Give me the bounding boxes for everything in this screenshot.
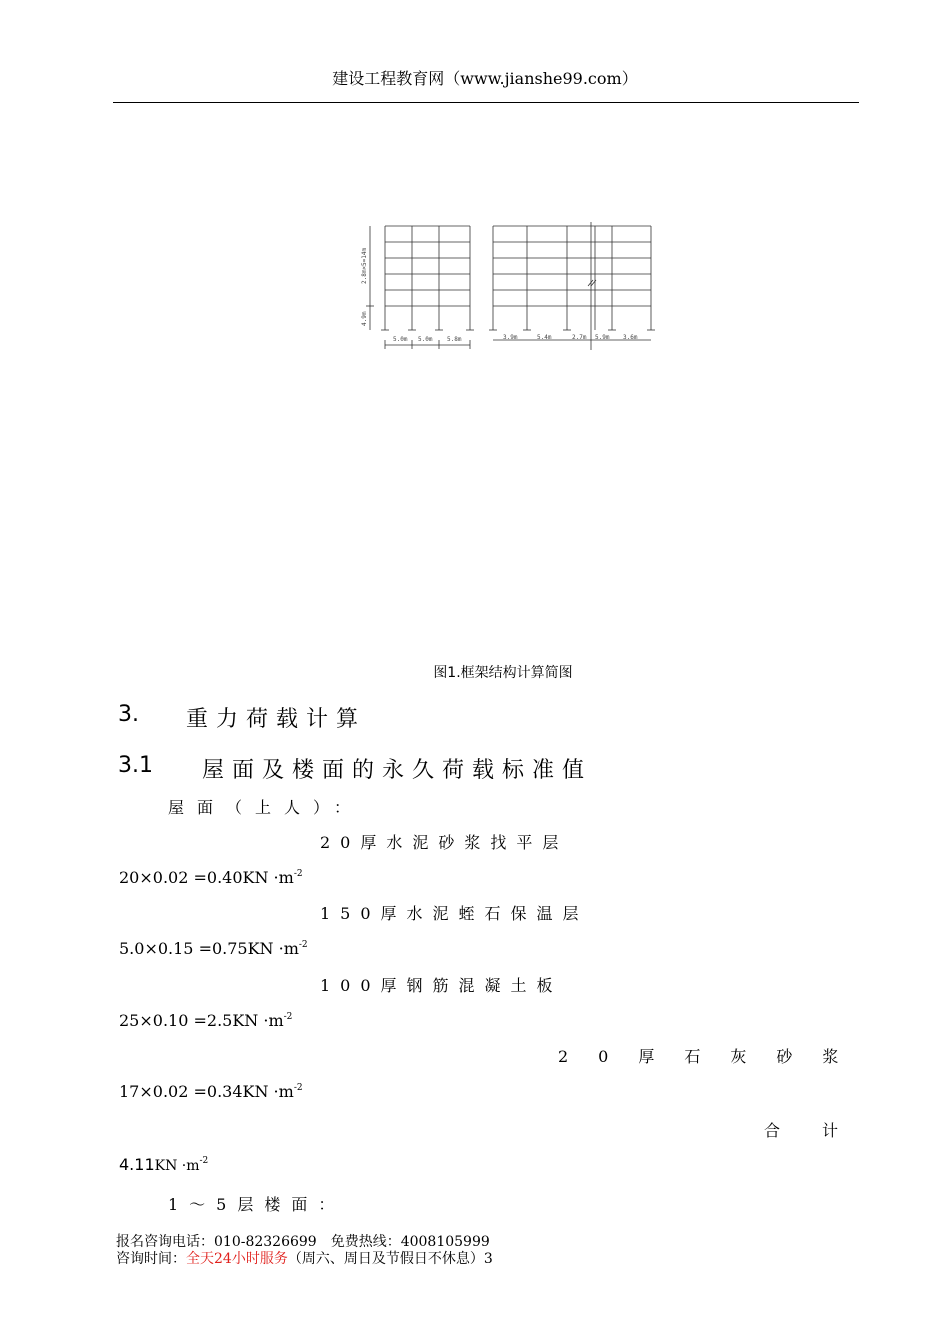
right-span-label-3: 2.7m [572, 334, 587, 341]
right-span-label-5: 3.6m [623, 334, 638, 341]
left-span-label-3: 5.8m [447, 336, 462, 343]
roof-layer-3-name: 100厚钢筋混凝土板 [320, 976, 563, 995]
frame-diagram [0, 0, 950, 400]
roof-layer-1-name: 20厚水泥砂浆找平层 [320, 833, 569, 852]
right-span-label-4: 5.9m [595, 334, 610, 341]
left-span-label-2: 5.0m [418, 336, 433, 343]
roof-total-label: 合计 [764, 1121, 881, 1140]
roof-layer-3-formula: $25\times 0.10 =2.5KN \cdot m^{-2}$ [119, 1011, 293, 1030]
section-3-number: 3. [118, 702, 139, 727]
roof-total-value: $4.11KN \cdot m^{-2}$ [119, 1155, 209, 1174]
roof-layer-4-name: 20厚石灰砂浆 [558, 1047, 869, 1066]
roof-layer-2-formula: $5.0\times 0.15 =0.75KN \cdot m^{-2}$ [119, 939, 308, 958]
footer-hours-highlight: 全天24小时服务 [186, 1251, 288, 1267]
right-span-label-2: 5.4m [537, 334, 552, 341]
footer-hours: 咨询时间：全天24小时服务（周六、周日及节假日不休息）3 [116, 1251, 493, 1267]
section-3-1-title: 屋面及楼面的永久荷载标准值 [202, 758, 593, 783]
left-span-label-1: 5.0m [393, 336, 408, 343]
floors-title: 1～5层楼面： [168, 1195, 346, 1214]
roof-layer-1-formula: $20\times 0.02 =0.40KN \cdot m^{-2}$ [119, 868, 303, 887]
right-span-label-1: 3.9m [503, 334, 518, 341]
section-3-title: 重力荷载计算 [186, 707, 367, 732]
page-header: 建设工程教育网（www.jianshe99.com） [332, 69, 638, 88]
height-label-upper: 2.8m×5=14m [361, 247, 368, 284]
height-label-lower: 4.9m [361, 311, 368, 326]
footer-contact: 报名咨询电话：010-82326699 免费热线：4008105999 [116, 1234, 490, 1250]
roof-layer-2-name: 150厚水泥蛭石保温层 [320, 904, 589, 923]
roof-title: 屋面（上人）： [168, 798, 364, 817]
section-3-1-number: 3.1 [118, 753, 153, 778]
figure-caption: 图1.框架结构计算简图 [433, 665, 573, 681]
roof-layer-4-formula: $17\times 0.02 =0.34KN \cdot m^{-2}$ [119, 1082, 303, 1101]
